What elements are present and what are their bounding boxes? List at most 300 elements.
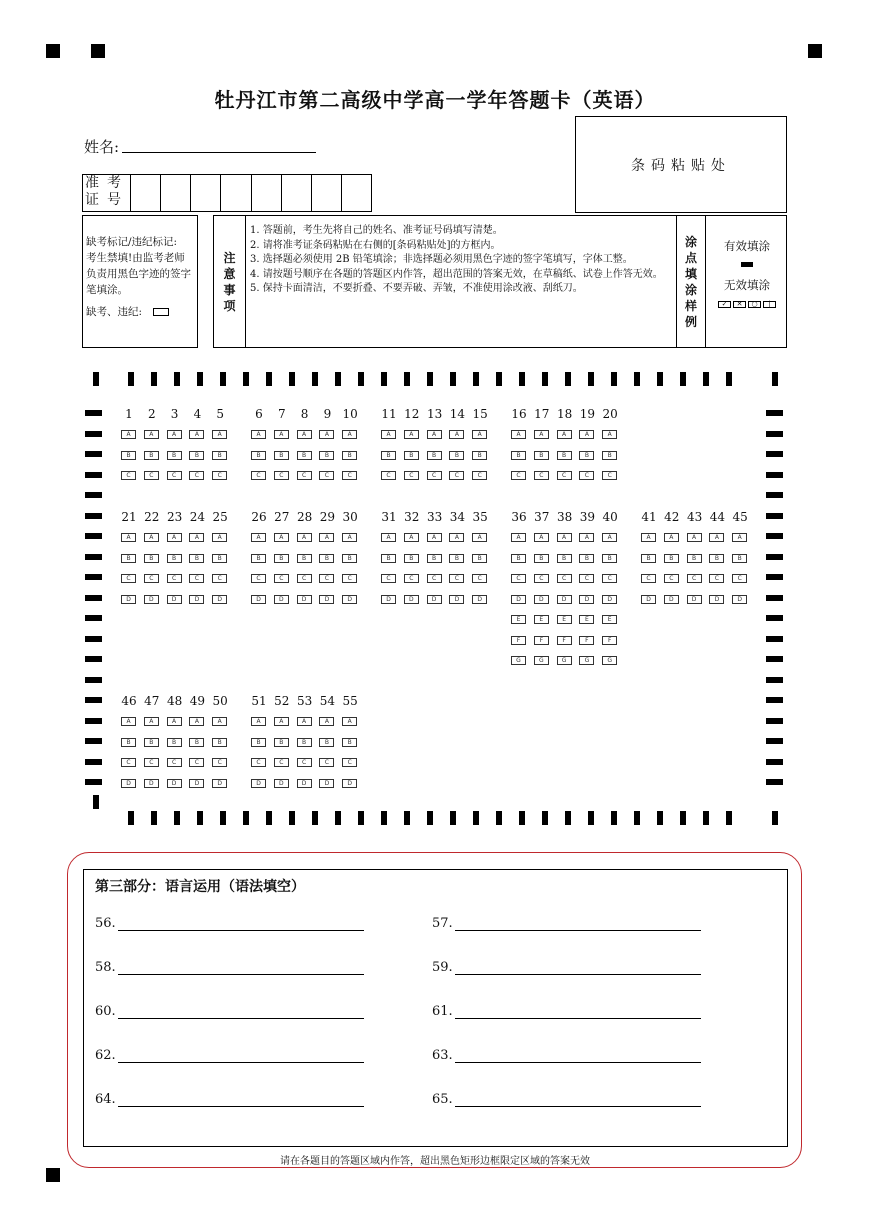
answer-line[interactable] bbox=[455, 1049, 701, 1063]
answer-bubble-5-c[interactable]: C bbox=[212, 471, 227, 480]
answer-bubble-8-b[interactable]: B bbox=[297, 451, 312, 460]
answer-bubble-28-a[interactable]: A bbox=[297, 533, 312, 542]
question-number: 42 bbox=[664, 510, 680, 524]
answer-line[interactable] bbox=[118, 961, 364, 975]
answer-bubble-55-d[interactable]: D bbox=[342, 779, 357, 788]
answer-bubble-40-b[interactable]: B bbox=[602, 554, 617, 563]
answer-bubble-52-a[interactable]: A bbox=[274, 717, 289, 726]
answer-bubble-25-b[interactable]: B bbox=[212, 554, 227, 563]
answer-bubble-37-g[interactable]: G bbox=[534, 656, 549, 665]
answer-bubble-11-b[interactable]: B bbox=[381, 451, 396, 460]
admission-digit-cell[interactable] bbox=[191, 175, 221, 211]
admission-digit-cell[interactable] bbox=[252, 175, 282, 211]
answer-bubble-36-a[interactable]: A bbox=[511, 533, 526, 542]
answer-line[interactable] bbox=[455, 917, 701, 931]
answer-bubble-39-f[interactable]: F bbox=[579, 636, 594, 645]
answer-bubble-40-c[interactable]: C bbox=[602, 574, 617, 583]
absent-mark-label: 缺考、违纪: bbox=[86, 306, 143, 318]
answer-bubble-43-c[interactable]: C bbox=[687, 574, 702, 583]
question-number: 48 bbox=[166, 694, 183, 708]
answer-bubble-18-c[interactable]: C bbox=[557, 471, 572, 480]
answer-bubble-28-b[interactable]: B bbox=[297, 554, 312, 563]
timing-mark-top bbox=[289, 372, 295, 386]
answer-bubble-55-a[interactable]: A bbox=[342, 717, 357, 726]
admission-digit-cell[interactable] bbox=[161, 175, 191, 211]
answer-bubble-3-a[interactable]: A bbox=[167, 430, 182, 439]
answer-bubble-27-c[interactable]: C bbox=[274, 574, 289, 583]
answer-bubble-27-a[interactable]: A bbox=[274, 533, 289, 542]
name-field[interactable] bbox=[122, 152, 316, 153]
answer-bubble-11-c[interactable]: C bbox=[381, 471, 396, 480]
answer-bubble-15-c[interactable]: C bbox=[472, 471, 487, 480]
answer-bubble-32-d[interactable]: D bbox=[404, 595, 419, 604]
answer-bubble-28-c[interactable]: C bbox=[297, 574, 312, 583]
question-number: 55 bbox=[342, 694, 358, 708]
timing-mark-bottom bbox=[220, 811, 226, 825]
admission-digit-cell[interactable] bbox=[282, 175, 312, 211]
answer-bubble-7-b[interactable]: B bbox=[274, 451, 289, 460]
answer-bubble-36-b[interactable]: B bbox=[511, 554, 526, 563]
answer-bubble-17-b[interactable]: B bbox=[534, 451, 549, 460]
admission-label bbox=[83, 175, 131, 211]
answer-bubble-50-a[interactable]: A bbox=[212, 717, 227, 726]
answer-bubble-51-d[interactable]: D bbox=[251, 779, 266, 788]
answer-bubble-25-a[interactable]: A bbox=[212, 533, 227, 542]
timing-mark-right bbox=[766, 431, 783, 437]
sample-examples bbox=[708, 216, 786, 347]
answer-bubble-21-a[interactable]: A bbox=[121, 533, 136, 542]
answer-bubble-31-d[interactable]: D bbox=[381, 595, 396, 604]
answer-bubble-31-a[interactable]: A bbox=[381, 533, 396, 542]
answer-bubble-24-a[interactable]: A bbox=[189, 533, 204, 542]
answer-bubble-51-a[interactable]: A bbox=[251, 717, 266, 726]
answer-bubble-33-b[interactable]: B bbox=[427, 554, 442, 563]
answer-bubble-32-b[interactable]: B bbox=[404, 554, 419, 563]
answer-bubble-7-a[interactable]: A bbox=[274, 430, 289, 439]
timing-mark-right bbox=[766, 410, 783, 416]
answer-bubble-34-b[interactable]: B bbox=[449, 554, 464, 563]
timing-mark-top bbox=[197, 372, 203, 386]
answer-bubble-54-b[interactable]: B bbox=[319, 738, 334, 747]
answer-bubble-36-d[interactable]: D bbox=[511, 595, 526, 604]
answer-bubble-4-b[interactable]: B bbox=[189, 451, 204, 460]
timing-mark-bottom bbox=[496, 811, 502, 825]
answer-bubble-20-c[interactable]: C bbox=[602, 471, 617, 480]
answer-bubble-17-a[interactable]: A bbox=[534, 430, 549, 439]
answer-bubble-36-c[interactable]: C bbox=[511, 574, 526, 583]
answer-bubble-2-b[interactable]: B bbox=[144, 451, 159, 460]
fill-item[interactable] bbox=[432, 1092, 701, 1107]
answer-bubble-23-b[interactable]: B bbox=[167, 554, 182, 563]
answer-bubble-26-d[interactable]: D bbox=[251, 595, 266, 604]
registration-mark bbox=[46, 44, 60, 58]
answer-bubble-41-c[interactable]: C bbox=[641, 574, 656, 583]
answer-bubble-45-a[interactable]: A bbox=[732, 533, 747, 542]
question-number: 25 bbox=[212, 510, 228, 524]
answer-bubble-24-d[interactable]: D bbox=[189, 595, 204, 604]
answer-bubble-30-d[interactable]: D bbox=[342, 595, 357, 604]
answer-bubble-41-a[interactable]: A bbox=[641, 533, 656, 542]
answer-line[interactable] bbox=[455, 961, 701, 975]
answer-bubble-35-d[interactable]: D bbox=[472, 595, 487, 604]
fill-item[interactable] bbox=[95, 916, 364, 931]
answer-bubble-55-b[interactable]: B bbox=[342, 738, 357, 747]
answer-bubble-35-c[interactable]: C bbox=[472, 574, 487, 583]
question-number: 37 bbox=[534, 510, 550, 524]
answer-line[interactable] bbox=[455, 1005, 701, 1019]
answer-bubble-1-b[interactable]: B bbox=[121, 451, 136, 460]
answer-bubble-45-d[interactable]: D bbox=[732, 595, 747, 604]
answer-bubble-39-g[interactable]: G bbox=[579, 656, 594, 665]
answer-bubble-2-c[interactable]: C bbox=[144, 471, 159, 480]
timing-mark-bottom bbox=[335, 811, 341, 825]
answer-bubble-16-b[interactable]: B bbox=[511, 451, 526, 460]
answer-bubble-36-g[interactable]: G bbox=[511, 656, 526, 665]
answer-bubble-33-d[interactable]: D bbox=[427, 595, 442, 604]
answer-bubble-43-a[interactable]: A bbox=[687, 533, 702, 542]
question-number: 29 bbox=[319, 510, 336, 524]
answer-bubble-40-f[interactable]: F bbox=[602, 636, 617, 645]
answer-bubble-13-b[interactable]: B bbox=[427, 451, 442, 460]
question-number: 7 bbox=[277, 407, 286, 421]
answer-bubble-6-a[interactable]: A bbox=[251, 430, 266, 439]
answer-bubble-48-c[interactable]: C bbox=[167, 758, 182, 767]
answer-bubble-22-b[interactable]: B bbox=[144, 554, 159, 563]
invalid-fill-label: 无效填涂 bbox=[724, 278, 770, 292]
invalid-mark-check-icon: ✓ bbox=[718, 301, 731, 308]
answer-bubble-19-c[interactable]: C bbox=[579, 471, 594, 480]
answer-bubble-46-a[interactable]: A bbox=[121, 717, 136, 726]
answer-bubble-32-a[interactable]: A bbox=[404, 533, 419, 542]
answer-bubble-15-a[interactable]: A bbox=[472, 430, 487, 439]
answer-bubble-44-c[interactable]: C bbox=[709, 574, 724, 583]
answer-line[interactable] bbox=[118, 1005, 364, 1019]
answer-bubble-42-c[interactable]: C bbox=[664, 574, 679, 583]
answer-bubble-30-c[interactable]: C bbox=[342, 574, 357, 583]
sample-heading-char: 点 bbox=[684, 250, 697, 265]
answer-bubble-46-c[interactable]: C bbox=[121, 758, 136, 767]
answer-bubble-38-e[interactable]: E bbox=[557, 615, 572, 624]
answer-bubble-43-d[interactable]: D bbox=[687, 595, 702, 604]
answer-bubble-53-d[interactable]: D bbox=[297, 779, 312, 788]
answer-bubble-27-d[interactable]: D bbox=[274, 595, 289, 604]
answer-bubble-37-f[interactable]: F bbox=[534, 636, 549, 645]
answer-bubble-1-a[interactable]: A bbox=[121, 430, 136, 439]
answer-bubble-40-g[interactable]: G bbox=[602, 656, 617, 665]
answer-bubble-33-a[interactable]: A bbox=[427, 533, 442, 542]
answer-bubble-10-b[interactable]: B bbox=[342, 451, 357, 460]
answer-bubble-34-c[interactable]: C bbox=[449, 574, 464, 583]
answer-bubble-36-f[interactable]: F bbox=[511, 636, 526, 645]
notice-list bbox=[250, 224, 674, 297]
answer-bubble-18-a[interactable]: A bbox=[557, 430, 572, 439]
answer-bubble-29-c[interactable]: C bbox=[319, 574, 334, 583]
question-number: 40 bbox=[602, 510, 618, 524]
answer-bubble-9-c[interactable]: C bbox=[319, 471, 334, 480]
answer-bubble-39-b[interactable]: B bbox=[579, 554, 594, 563]
answer-bubble-46-b[interactable]: B bbox=[121, 738, 136, 747]
answer-bubble-54-d[interactable]: D bbox=[319, 779, 334, 788]
answer-bubble-29-b[interactable]: B bbox=[319, 554, 334, 563]
fill-item[interactable] bbox=[432, 916, 701, 931]
answer-bubble-31-c[interactable]: C bbox=[381, 574, 396, 583]
answer-bubble-47-c[interactable]: C bbox=[144, 758, 159, 767]
answer-bubble-37-e[interactable]: E bbox=[534, 615, 549, 624]
answer-bubble-16-c[interactable]: C bbox=[511, 471, 526, 480]
answer-bubble-21-b[interactable]: B bbox=[121, 554, 136, 563]
registration-mark bbox=[91, 44, 105, 58]
answer-bubble-19-a[interactable]: A bbox=[579, 430, 594, 439]
answer-bubble-12-b[interactable]: B bbox=[404, 451, 419, 460]
question-number: 30 bbox=[342, 510, 358, 524]
question-number: 10 bbox=[342, 407, 358, 421]
answer-bubble-40-a[interactable]: A bbox=[602, 533, 617, 542]
answer-bubble-14-c[interactable]: C bbox=[449, 471, 464, 480]
answer-bubble-51-b[interactable]: B bbox=[251, 738, 266, 747]
timing-mark-left bbox=[85, 533, 102, 539]
fill-item[interactable] bbox=[95, 960, 364, 975]
answer-bubble-38-g[interactable]: G bbox=[557, 656, 572, 665]
timing-mark-top bbox=[726, 372, 732, 386]
answer-bubble-20-a[interactable]: A bbox=[602, 430, 617, 439]
answer-bubble-20-b[interactable]: B bbox=[602, 451, 617, 460]
answer-bubble-52-b[interactable]: B bbox=[274, 738, 289, 747]
fill-item[interactable] bbox=[432, 1048, 701, 1063]
answer-bubble-54-a[interactable]: A bbox=[319, 717, 334, 726]
answer-bubble-23-a[interactable]: A bbox=[167, 533, 182, 542]
answer-bubble-6-c[interactable]: C bbox=[251, 471, 266, 480]
answer-bubble-27-b[interactable]: B bbox=[274, 554, 289, 563]
answer-bubble-50-d[interactable]: D bbox=[212, 779, 227, 788]
answer-bubble-50-c[interactable]: C bbox=[212, 758, 227, 767]
absent-mark-checkbox[interactable] bbox=[153, 308, 169, 316]
answer-line[interactable] bbox=[455, 1093, 701, 1107]
answer-line[interactable] bbox=[118, 1093, 364, 1107]
valid-fill-mark bbox=[741, 262, 753, 267]
answer-bubble-1-c[interactable]: C bbox=[121, 471, 136, 480]
answer-bubble-23-c[interactable]: C bbox=[167, 574, 182, 583]
answer-bubble-36-e[interactable]: E bbox=[511, 615, 526, 624]
answer-bubble-24-c[interactable]: C bbox=[189, 574, 204, 583]
answer-bubble-44-a[interactable]: A bbox=[709, 533, 724, 542]
answer-bubble-37-c[interactable]: C bbox=[534, 574, 549, 583]
fill-item[interactable] bbox=[95, 1092, 364, 1107]
answer-bubble-12-a[interactable]: A bbox=[404, 430, 419, 439]
question-number: 45 bbox=[732, 510, 748, 524]
answer-bubble-34-a[interactable]: A bbox=[449, 533, 464, 542]
answer-bubble-54-c[interactable]: C bbox=[319, 758, 334, 767]
answer-bubble-16-a[interactable]: A bbox=[511, 430, 526, 439]
notice-heading-char: 事 bbox=[223, 282, 236, 297]
answer-bubble-26-a[interactable]: A bbox=[251, 533, 266, 542]
answer-bubble-35-a[interactable]: A bbox=[472, 533, 487, 542]
answer-bubble-37-d[interactable]: D bbox=[534, 595, 549, 604]
timing-mark-top bbox=[450, 372, 456, 386]
notice-item: 3. 选择题必须使用 2B 铅笔填涂；非选择题必须用黑色字迹的签字笔填写，字体工整。 bbox=[250, 254, 633, 265]
answer-bubble-21-c[interactable]: C bbox=[121, 574, 136, 583]
timing-mark-bottom bbox=[358, 811, 364, 825]
fill-item[interactable] bbox=[432, 960, 701, 975]
answer-bubble-12-c[interactable]: C bbox=[404, 471, 419, 480]
answer-bubble-43-b[interactable]: B bbox=[687, 554, 702, 563]
answer-bubble-22-d[interactable]: D bbox=[144, 595, 159, 604]
fill-item-number: 56. bbox=[95, 916, 116, 931]
answer-bubble-34-d[interactable]: D bbox=[449, 595, 464, 604]
answer-bubble-25-c[interactable]: C bbox=[212, 574, 227, 583]
answer-bubble-41-d[interactable]: D bbox=[641, 595, 656, 604]
answer-bubble-51-c[interactable]: C bbox=[251, 758, 266, 767]
answer-bubble-4-a[interactable]: A bbox=[189, 430, 204, 439]
timing-mark-bottom bbox=[657, 811, 663, 825]
answer-bubble-31-b[interactable]: B bbox=[381, 554, 396, 563]
answer-bubble-22-a[interactable]: A bbox=[144, 533, 159, 542]
invalid-fill-marks bbox=[708, 301, 786, 308]
answer-bubble-38-f[interactable]: F bbox=[557, 636, 572, 645]
answer-bubble-6-b[interactable]: B bbox=[251, 451, 266, 460]
answer-bubble-26-b[interactable]: B bbox=[251, 554, 266, 563]
answer-bubble-39-e[interactable]: E bbox=[579, 615, 594, 624]
answer-bubble-5-b[interactable]: B bbox=[212, 451, 227, 460]
answer-bubble-39-a[interactable]: A bbox=[579, 533, 594, 542]
answer-bubble-19-b[interactable]: B bbox=[579, 451, 594, 460]
answer-bubble-30-b[interactable]: B bbox=[342, 554, 357, 563]
answer-bubble-40-e[interactable]: E bbox=[602, 615, 617, 624]
fill-item[interactable] bbox=[95, 1048, 364, 1063]
timing-mark-left bbox=[85, 697, 102, 703]
sample-heading-char: 涂 bbox=[684, 282, 697, 297]
answer-bubble-23-d[interactable]: D bbox=[167, 595, 182, 604]
answer-bubble-47-a[interactable]: A bbox=[144, 717, 159, 726]
answer-line[interactable] bbox=[118, 917, 364, 931]
answer-bubble-49-d[interactable]: D bbox=[189, 779, 204, 788]
answer-line[interactable] bbox=[118, 1049, 364, 1063]
answer-bubble-42-b[interactable]: B bbox=[664, 554, 679, 563]
answer-bubble-38-d[interactable]: D bbox=[557, 595, 572, 604]
answer-bubble-3-c[interactable]: C bbox=[167, 471, 182, 480]
answer-bubble-17-c[interactable]: C bbox=[534, 471, 549, 480]
answer-bubble-21-d[interactable]: D bbox=[121, 595, 136, 604]
answer-bubble-14-b[interactable]: B bbox=[449, 451, 464, 460]
answer-bubble-55-c[interactable]: C bbox=[342, 758, 357, 767]
sample-heading-char: 样 bbox=[684, 298, 697, 313]
question-number: 16 bbox=[511, 407, 527, 421]
answer-bubble-44-d[interactable]: D bbox=[709, 595, 724, 604]
answer-bubble-30-a[interactable]: A bbox=[342, 533, 357, 542]
answer-bubble-48-d[interactable]: D bbox=[167, 779, 182, 788]
timing-mark-left bbox=[85, 718, 102, 724]
answer-bubble-8-a[interactable]: A bbox=[297, 430, 312, 439]
answer-bubble-48-b[interactable]: B bbox=[167, 738, 182, 747]
fill-item[interactable] bbox=[95, 1004, 364, 1019]
absent-mark-box bbox=[82, 215, 198, 348]
answer-bubble-47-d[interactable]: D bbox=[144, 779, 159, 788]
answer-bubble-22-c[interactable]: C bbox=[144, 574, 159, 583]
answer-bubble-28-d[interactable]: D bbox=[297, 595, 312, 604]
answer-bubble-13-a[interactable]: A bbox=[427, 430, 442, 439]
answer-bubble-32-c[interactable]: C bbox=[404, 574, 419, 583]
admission-digit-cell[interactable] bbox=[131, 175, 161, 211]
answer-bubble-49-b[interactable]: B bbox=[189, 738, 204, 747]
answer-bubble-9-a[interactable]: A bbox=[319, 430, 334, 439]
answer-bubble-37-a[interactable]: A bbox=[534, 533, 549, 542]
answer-bubble-50-b[interactable]: B bbox=[212, 738, 227, 747]
answer-bubble-13-c[interactable]: C bbox=[427, 471, 442, 480]
answer-bubble-29-a[interactable]: A bbox=[319, 533, 334, 542]
answer-bubble-45-b[interactable]: B bbox=[732, 554, 747, 563]
answer-bubble-3-b[interactable]: B bbox=[167, 451, 182, 460]
answer-bubble-5-a[interactable]: A bbox=[212, 430, 227, 439]
answer-bubble-37-b[interactable]: B bbox=[534, 554, 549, 563]
answer-bubble-38-b[interactable]: B bbox=[557, 554, 572, 563]
answer-bubble-47-b[interactable]: B bbox=[144, 738, 159, 747]
admission-digit-cell[interactable] bbox=[312, 175, 342, 211]
answer-bubble-53-b[interactable]: B bbox=[297, 738, 312, 747]
answer-bubble-42-a[interactable]: A bbox=[664, 533, 679, 542]
answer-bubble-9-b[interactable]: B bbox=[319, 451, 334, 460]
admission-digit-cell[interactable] bbox=[221, 175, 251, 211]
answer-bubble-42-d[interactable]: D bbox=[664, 595, 679, 604]
answer-bubble-14-a[interactable]: A bbox=[449, 430, 464, 439]
answer-bubble-10-c[interactable]: C bbox=[342, 471, 357, 480]
answer-bubble-2-a[interactable]: A bbox=[144, 430, 159, 439]
fill-item[interactable] bbox=[432, 1004, 701, 1019]
answer-bubble-33-c[interactable]: C bbox=[427, 574, 442, 583]
answer-bubble-39-c[interactable]: C bbox=[579, 574, 594, 583]
answer-bubble-25-d[interactable]: D bbox=[212, 595, 227, 604]
answer-bubble-53-c[interactable]: C bbox=[297, 758, 312, 767]
answer-bubble-4-c[interactable]: C bbox=[189, 471, 204, 480]
answer-bubble-48-a[interactable]: A bbox=[167, 717, 182, 726]
answer-bubble-35-b[interactable]: B bbox=[472, 554, 487, 563]
answer-bubble-38-c[interactable]: C bbox=[557, 574, 572, 583]
timing-mark-left bbox=[85, 451, 102, 457]
timing-mark-top bbox=[703, 372, 709, 386]
answer-bubble-49-a[interactable]: A bbox=[189, 717, 204, 726]
timing-mark-left bbox=[85, 677, 102, 683]
answer-bubble-49-c[interactable]: C bbox=[189, 758, 204, 767]
answer-bubble-44-b[interactable]: B bbox=[709, 554, 724, 563]
question-number: 31 bbox=[381, 510, 397, 524]
answer-bubble-8-c[interactable]: C bbox=[297, 471, 312, 480]
answer-bubble-52-c[interactable]: C bbox=[274, 758, 289, 767]
answer-bubble-11-a[interactable]: A bbox=[381, 430, 396, 439]
question-number: 22 bbox=[144, 510, 160, 524]
answer-bubble-18-b[interactable]: B bbox=[557, 451, 572, 460]
admission-digit-cell[interactable] bbox=[342, 175, 371, 211]
answer-bubble-7-c[interactable]: C bbox=[274, 471, 289, 480]
answer-bubble-45-c[interactable]: C bbox=[732, 574, 747, 583]
timing-mark-bottom bbox=[404, 811, 410, 825]
answer-bubble-15-b[interactable]: B bbox=[472, 451, 487, 460]
answer-bubble-46-d[interactable]: D bbox=[121, 779, 136, 788]
answer-bubble-40-d[interactable]: D bbox=[602, 595, 617, 604]
timing-mark-top bbox=[519, 372, 525, 386]
answer-bubble-26-c[interactable]: C bbox=[251, 574, 266, 583]
invalid-mark-circle-icon: ○ bbox=[748, 301, 761, 308]
timing-mark-top bbox=[427, 372, 433, 386]
answer-bubble-29-d[interactable]: D bbox=[319, 595, 334, 604]
answer-bubble-38-a[interactable]: A bbox=[557, 533, 572, 542]
answer-bubble-53-a[interactable]: A bbox=[297, 717, 312, 726]
fill-item-number: 61. bbox=[432, 1004, 453, 1019]
answer-bubble-10-a[interactable]: A bbox=[342, 430, 357, 439]
timing-mark-right bbox=[766, 554, 783, 560]
answer-bubble-39-d[interactable]: D bbox=[579, 595, 594, 604]
answer-bubble-52-d[interactable]: D bbox=[274, 779, 289, 788]
answer-bubble-24-b[interactable]: B bbox=[189, 554, 204, 563]
answer-bubble-41-b[interactable]: B bbox=[641, 554, 656, 563]
question-number: 35 bbox=[472, 510, 488, 524]
